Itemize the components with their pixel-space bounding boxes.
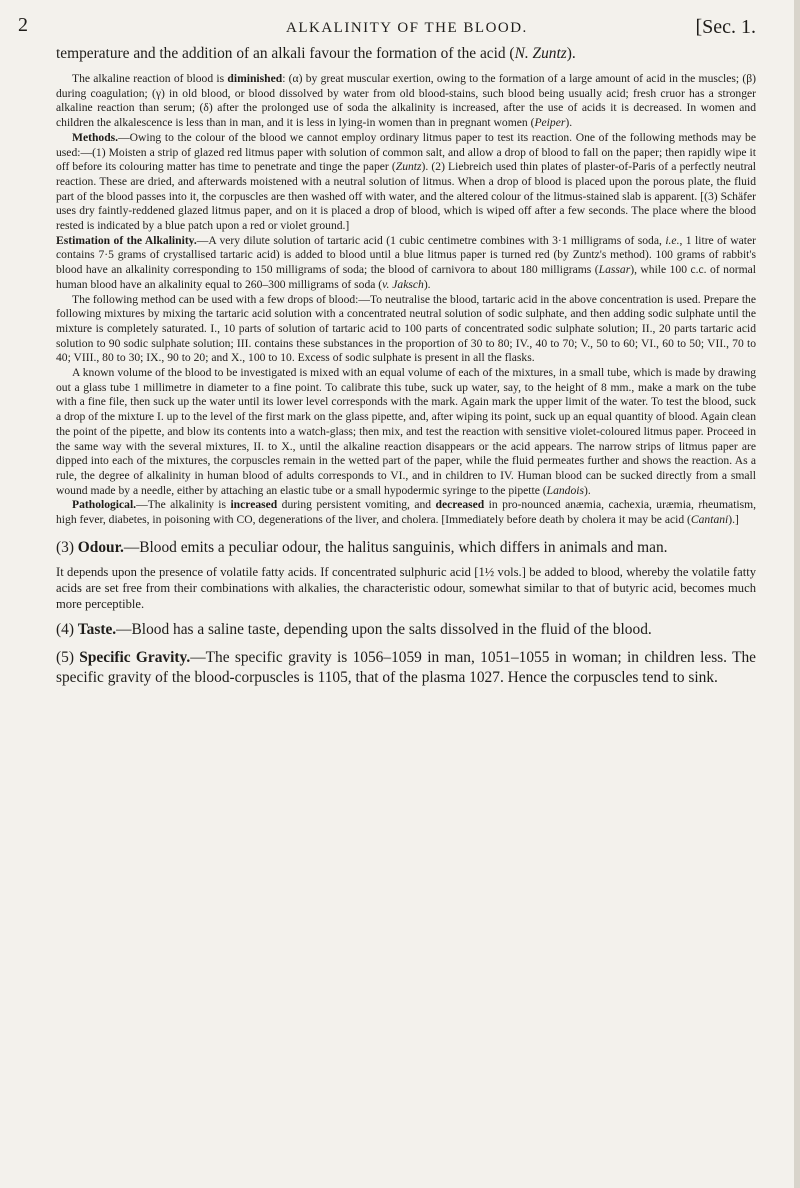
diminished-paragraph: The alkaline reaction of blood is diminished: (α) by great muscular exertion, owing to the formation of a large amount of acid in the muscles; (β) during coagulation; (γ) in old blood, or blood dissolved by water from old blood-stains, such blood being usually acid; fresh cruor has a stronger alkaline reaction than serum; (δ) after the prolonged use of soda the alkalinity is increased, after the use of acids it is decreased. In women and children the alkalescence is less than in man, and it is less in lying-in women than in pregnant women (Peiper). xyxy=(56,72,757,130)
running-header xyxy=(18,14,756,44)
citation: Peiper xyxy=(534,116,566,130)
citation: Cantani xyxy=(690,513,729,527)
book-page xyxy=(18,14,757,688)
citation: Zuntz xyxy=(395,160,422,174)
keyword-diminished: diminished xyxy=(227,72,283,85)
intro-paragraph: temperature and the addition of an alkali favour the formation of the acid (N. Zuntz). xyxy=(56,45,576,62)
heading-methods: Methods. xyxy=(72,130,119,144)
pathological-paragraph: Pathological.—The alkalinity is increased during persistent vomiting, and decreased in pro-nounced anæmia, cachexia, uræmia, rheumatism, high fever, diabetes, in poisoning with CO, degenerations of the liver, and cholera. [Immediately before death by cholera it may be acid (Cantani).] xyxy=(56,498,757,527)
odour-section: (3) Odour.—Blood emits a peculiar odour, the halitus sanguinis, which differs in animals and man. xyxy=(56,538,668,556)
citation: Jaksch xyxy=(392,277,424,291)
heading-taste: Taste. xyxy=(77,620,117,638)
heading-pathological: Pathological. xyxy=(72,498,137,512)
odour-detail: It depends upon the presence of volatile fatty acids. If concentrated sulphuric acid [1½ vols.] be added to blood, whereby the volatile fatty acids are set free from their combinations with alkalies, the characteristic odour, somewhat similar to that of butyric acid, becomes much more perceptible. xyxy=(56,564,756,611)
heading-estimation: Estimation of the Alkalinity. xyxy=(56,233,197,247)
methods-paragraph: Methods.—Owing to the colour of the blood we cannot employ ordinary litmus paper to test its reaction. One of the following methods may be used:—(1) Moisten a strip of glazed red litmus paper with solution of common salt, and allow a drop of blood to fall on the paper; then rapidly wipe it off before its colouring matter has time to penetrate and tinge the paper (Zuntz). (2) Liebreich used thin plates of plaster-of-Paris of a perfectly neutral reaction. These are dried, and afterwards moistened with a neutral solution of litmus. When a drop of blood is placed upon the porous plate, the fluid part of the blood passes into it, the corpuscles are then washed off with water, and the altered colour of the litmus-stained slab is apparent. [(3) Schäfer uses dry faintly-reddened glazed litmus paper, and on it is placed a drop of blood, which is wiped off after a few seconds. The place where the blood rested is indicated by a blue patch upon a red or violet ground.] xyxy=(56,130,756,233)
procedure-paragraph: A known volume of the blood to be investigated is mixed with an equal volume of each of the mixtures, in a small tube, which is made by drawing out a glass tube 1 millimetre in diameter to a fine point. To calibrate this tube, suck up water, say, to the height of 8 mm., make a mark on the tube with a fine file, then suck up the water until its lower level corresponds with the mark. Again mark the upper limit of the water. To test the blood, suck a drop of the mixture I. up to the level of the first mark on the glass pipette, and, after wiping its point, suck up an equal quantity of blood. Again clean the point of the pipette, and blow its contents into a watch-glass; then mix, and test the reaction with sensitive violet-coloured litmus paper. Proceed in the same way with the several mixtures, II. to X., until the alkaline reaction disappears or the acid appears. The narrow strips of litmus paper are dipped into each of the mixtures, the corpuscles remain in the wetted part of the paper, while the fluid permeates further and shows the reaction. As a rule, the degree of alkalinity in human blood of adults corresponds to VI., and in children to IV. Human blood can be sucked directly from a small wound made by a needle, either by attaching an elastic tube or a small hypodermic syringe to the pipette (Landois). xyxy=(56,366,756,497)
taste-section: (4) Taste.—Blood has a saline taste, depending upon the salts dissolved in the fluid of the blood. xyxy=(56,620,652,638)
heading-odour: Odour. xyxy=(77,538,124,556)
citation: N. Zuntz xyxy=(514,45,567,62)
citation: Lassar xyxy=(598,263,631,277)
page-number: 2 xyxy=(18,14,28,36)
estimation-paragraph: Estimation of the Alkalinity.—A very dilute solution of tartaric acid (1 cubic centimetre combines with 3·1 milligrams of soda, i.e., 1 litre of water contains 7·5 grams of crystallised tartaric acid) is added to blood until a blue litmus paper is turned red (by Zuntz's method). 100 grams of rabbit's blood have an alkalinity corresponding to 150 milligrams of soda; the blood of carnivora to about 180 milligrams (Lassar), while 100 c.c. of normal human blood have an alkalinity equal to 260–300 milligrams of soda (v. Jaksch). xyxy=(56,233,756,291)
section-label: [Sec. 1. xyxy=(695,16,756,38)
citation: Landois xyxy=(546,483,585,497)
heading-gravity: Specific Gravity. xyxy=(79,648,191,666)
gravity-section: (5) Specific Gravity.—The specific gravity is 1056–1059 in man, 1051–1055 in woman; in children less. The specific gravity of the blood-corpuscles is 1105, that of the plasma 1027. Hence the corpuscles tend to sink. xyxy=(56,648,757,686)
running-title: ALKALINITY OF THE BLOOD. xyxy=(286,20,528,36)
page-edge xyxy=(794,0,800,1188)
mixtures-paragraph: The following method can be used with a few drops of blood:—To neutralise the blood, tartaric acid in the above concentration is used. Prepare the following mixtures by mixing the tartaric acid solution with a concentrated neutral solution of sodic sulphate, and then adding sodic sulphate until the mixture is completely saturated. I., 10 parts of solution of tartaric acid to 100 parts of concentrated sodic sulphate solution; II., 20 parts tartaric acid solution to 90 sodic sulphate solution; III. contains these substances in the proportion of 30 to 80; IV., 40 to 70; V., 50 to 60; VI., 60 to 50; VII., 70 to 40; VIII., 80 to 30; IX., 90 to 20; and X., 100 to 10. Excess of sodic sulphate is present in all the flasks. xyxy=(56,292,756,365)
